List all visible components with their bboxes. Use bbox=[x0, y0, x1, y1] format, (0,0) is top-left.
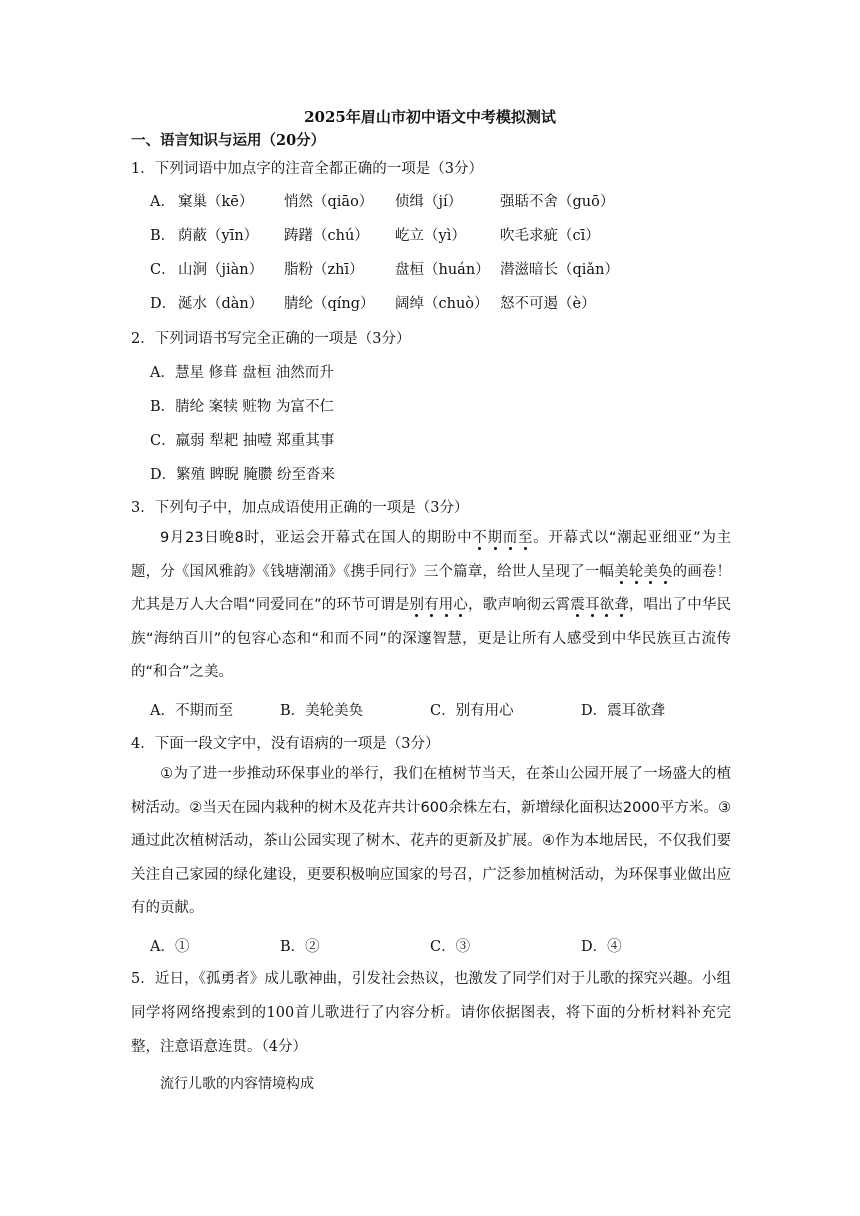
question-3-option-b: B．美轮美奂 bbox=[280, 703, 364, 719]
chart-caption: 流行儿歌的内容情境构成 bbox=[160, 1076, 314, 1092]
question-4-stem: 4．下面一段文字中，没有语病的一项是（3分） bbox=[131, 736, 440, 752]
question-3-option-d: D．震耳欲聋 bbox=[581, 703, 666, 719]
question-1-option-label: D． bbox=[150, 296, 177, 312]
question-1-option-item: 山涧（jiàn） bbox=[178, 262, 264, 278]
question-1-option-item: 强聒不舍（guō） bbox=[500, 194, 615, 210]
question-2-option-a: A．慧星 修葺 盘桓 油然而升 bbox=[150, 365, 334, 381]
question-1-option-item: 潜滋暗长（qiǎn） bbox=[500, 262, 619, 278]
question-1-option-item: 吹毛求疵（cī） bbox=[500, 228, 600, 244]
question-3-option-a: A．不期而至 bbox=[150, 703, 233, 719]
question-2-option-b: B．腈纶 案犊 赃物 为富不仁 bbox=[150, 399, 334, 415]
question-4-option-b: B．② bbox=[280, 939, 320, 955]
passage-text: ，唱出了中华民族“海纳百川”的包容心态和“和而不同”的深邃智慧，更是让所有人感受到中华民族亘古流传的“和合”之美。 bbox=[131, 597, 732, 680]
question-1-option-item: 盘桓（huán） bbox=[395, 262, 490, 278]
question-4-passage bbox=[131, 758, 731, 926]
question-3-stem: 3．下列句子中，加点成语使用正确的一项是（3分） bbox=[131, 500, 469, 516]
question-3-passage bbox=[131, 522, 731, 690]
question-4-option-c: C．③ bbox=[430, 939, 471, 955]
question-1-stem: 1．下列词语中加点字的注音全都正确的一项是（3分） bbox=[131, 161, 483, 177]
question-4-passage-text: ①为了进一步推动环保事业的举行，我们在植树节当天，在茶山公园开展了一场盛大的植树活动。②当天在园内栽种的树木及花卉共计600余株左右，新增绿化面积达2000平方米。③通过此次植树活动，茶山公园实现了树木、花卉的更新及扩展。④作为本地居民，不仅我们要关注自己家园的绿化建设，更要积极响应国家的号召，广泛参加植树活动，为环保事业做出应有的贡献。 bbox=[131, 766, 731, 916]
question-1-option-item: 荫蔽（yīn） bbox=[178, 228, 259, 244]
question-2-option-c: C．羸弱 犁耙 抽噎 郑重其事 bbox=[150, 433, 335, 449]
question-4-option-a: A．① bbox=[150, 939, 190, 955]
emphasized-idiom: 美轮美奂 bbox=[614, 563, 673, 580]
question-5-stem: 5．近日，《孤勇者》成儿歌神曲，引发社会热议，也激发了同学们对于儿歌的探究兴趣。小组同学将网络搜索到的100首儿歌进行了内容分析。请你依据图表，将下面的分析材料补充完整，注意语意连贯。（4分） bbox=[131, 971, 731, 1055]
question-1-option-item: 怒不可遏（è） bbox=[500, 296, 596, 312]
question-1-option-item: 侦缉（jí） bbox=[395, 194, 463, 210]
question-1-option-item: 脂粉（zhī） bbox=[284, 262, 364, 278]
section-heading: 一、语言知识与运用（20分） bbox=[131, 132, 326, 149]
emphasized-idiom: 震耳欲聋 bbox=[570, 597, 629, 613]
passage-text: 的画卷！尤其是万人大合唱“同爱同在”的环节可谓是 bbox=[131, 563, 732, 613]
emphasized-idiom: 别有用心 bbox=[409, 597, 468, 613]
question-1-option-item: 阔绰（chuò） bbox=[395, 296, 489, 312]
question-2-stem: 2．下列词语书写完全正确的一项是（3分） bbox=[131, 331, 411, 347]
question-1-option-label: C． bbox=[150, 262, 176, 278]
exam-title: 2025年眉山市初中语文中考模拟测试 bbox=[304, 108, 556, 126]
question-1-option-label: A． bbox=[150, 194, 175, 210]
question-1-option-item: 踌躇（chú） bbox=[284, 228, 369, 244]
passage-text: ，歌声响彻云霄 bbox=[467, 597, 571, 613]
question-1-option-item: 涎水（dàn） bbox=[178, 296, 264, 312]
passage-text: 9月23日晚8时，亚运会开幕式在国人的期盼中 bbox=[160, 530, 473, 546]
question-4-option-d: D．④ bbox=[581, 939, 622, 955]
question-1-option-item: 腈纶（qíng） bbox=[284, 296, 375, 312]
question-3-option-c: C．别有用心 bbox=[430, 703, 514, 719]
emphasized-idiom: 不期而至 bbox=[472, 530, 534, 546]
question-1-option-item: 悄然（qiāo） bbox=[284, 194, 374, 210]
question-1-option-item: 窠巢（kē） bbox=[178, 194, 254, 210]
question-1-option-item: 屹立（yì） bbox=[395, 228, 466, 244]
question-2-option-d: D．繁殖 睥睨 腌臜 纷至沓来 bbox=[150, 467, 335, 483]
passage-text: 。开幕式以“潮起亚细亚”为主题，分《国风雅韵》《钱塘潮涌》《携手同行》三个篇章，给世人呈现了一幅 bbox=[131, 530, 732, 580]
question-1-option-label: B． bbox=[150, 228, 176, 244]
